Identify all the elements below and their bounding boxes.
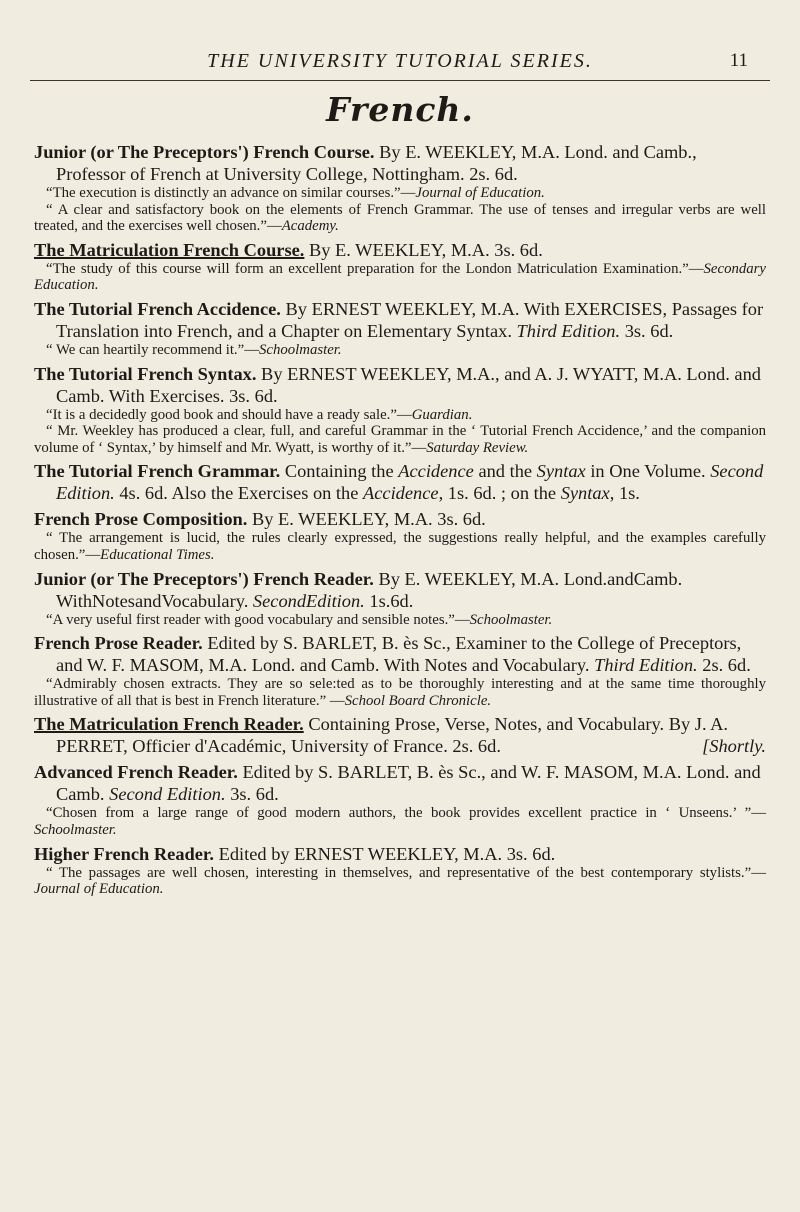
entry-price: 1s.6d. bbox=[369, 590, 414, 611]
entry-edition: Second Edition. bbox=[109, 784, 226, 805]
catalogue-entry bbox=[34, 141, 766, 235]
review-source: Schoolmaster. bbox=[259, 341, 342, 358]
catalogue-entry bbox=[34, 713, 766, 757]
entry-body: Edited by S. BARLET, B. ès Sc., Examiner to the College of Preceptors, and W. F. MASOM, M.A. Lond. and Camb. With Notes and Vocabulary. bbox=[56, 633, 742, 676]
entry-edition: Second Edition. bbox=[56, 461, 764, 504]
catalogue-list bbox=[34, 141, 766, 902]
entry-edition: SecondEdition. bbox=[252, 590, 365, 611]
entry-title: The Matriculation French Reader. bbox=[34, 714, 304, 735]
review-quote: “ The passages are well chosen, interesting in themselves, and representative of the best contemporary stylists.”—Journal of Education. bbox=[34, 864, 766, 898]
entry-body: By E. WEEKLEY, M.A. Lond.andCamb. WithNotesandVocabulary. bbox=[56, 568, 683, 611]
series-title: THE UNIVERSITY TUTORIAL SERIES. bbox=[207, 50, 593, 72]
entry-title: French Prose Reader. bbox=[34, 633, 203, 654]
entry-body: By ERNEST WEEKLEY, M.A. With EXERCISES, Passages for Translation into French, and a Chapter on Elementary Syntax. bbox=[56, 298, 764, 341]
entry-edition: Third Edition. bbox=[516, 320, 621, 341]
review-quote: “The execution is distinctly an advance on similar courses.”—Journal of Education. bbox=[46, 185, 545, 201]
entry-edition: Third Edition. bbox=[594, 655, 698, 676]
review-quote: “A very useful first reader with good vocabulary and sensible notes.”—Schoolmaster. bbox=[46, 611, 553, 628]
entry-note: [Shortly. bbox=[702, 736, 766, 757]
entry-title: The Matriculation French Course. bbox=[34, 239, 305, 260]
entry-price: 3s. 6d. bbox=[230, 784, 279, 805]
review-quote: “ Mr. Weekley has produced a clear, full, and careful Grammar in the ‘ Tutorial French Accidence,’ and the companion volume of ‘ Syntax,’ by himself and Mr. Wyatt, is worthy of it.”—Saturday Review. bbox=[34, 423, 766, 456]
entry-body: Edited by S. BARLET, B. ès Sc., and W. F. MASOM, M.A. Lond. and Camb. bbox=[56, 762, 761, 805]
review-quote: “Admirably chosen extracts. They are so sele:ted as to be thoroughly interesting and at the same time thoroughly illustrative of all that is best in French literature.” —School Board Chronicle. bbox=[34, 676, 766, 709]
page-number: 11 bbox=[729, 50, 748, 71]
entry-body: By E. WEEKLEY, M.A. 3s. 6d. bbox=[251, 509, 486, 530]
review-source: Secondary Education. bbox=[34, 260, 766, 294]
entry-body: Containing Prose, Verse, Notes, and Vocabulary. By J. A. PERRET, Officier d'Académic, University of France. 2s. 6d. bbox=[56, 714, 729, 757]
review-quote: “ The arrangement is lucid, the rules clearly expressed, the suggestions really helpful, and the examples carefully chosen.”—Educational Times. bbox=[34, 530, 766, 563]
review-source: School Board Chronicle. bbox=[344, 692, 492, 709]
running-header bbox=[0, 50, 800, 80]
review-source: Saturday Review. bbox=[426, 439, 529, 456]
entry-title: Junior (or The Preceptors') French Reader. bbox=[34, 568, 374, 589]
catalogue-entry bbox=[34, 843, 766, 898]
review-source: Guardian. bbox=[411, 406, 473, 423]
entry-title: The Tutorial French Grammar. bbox=[34, 461, 281, 482]
entry-price: 3s. 6d. bbox=[624, 320, 674, 341]
entry-body: By E. WEEKLEY, M.A. Lond. and Camb., Professor of French at University College, Nottingham. 2s. 6d. bbox=[56, 142, 697, 184]
review-quote: “ A clear and satisfactory book on the elements of French Grammar. The use of tenses and irregular verbs are well treated, and the exercises well chosen.”—Academy. bbox=[34, 201, 766, 235]
review-source: Schoolmaster. bbox=[469, 611, 553, 628]
entry-title: The Tutorial French Accidence. bbox=[34, 298, 281, 319]
catalogue-entry bbox=[34, 239, 766, 294]
catalogue-entry bbox=[34, 508, 766, 563]
review-source: Journal of Education. bbox=[415, 185, 545, 201]
catalogue-entry: The Tutorial French Grammar. Containing the Accidence and the Syntax in One Volume. Second Edition. 4s. 6d. Also the Exercises on the Accidence, 1s. 6d. ; on the Syntax, 1s. bbox=[34, 461, 764, 504]
entry-body: By E. WEEKLEY, M.A. 3s. 6d. bbox=[309, 239, 543, 260]
entry-title: The Tutorial French Syntax. bbox=[34, 363, 257, 384]
entry-body: Edited by ERNEST WEEKLEY, M.A. 3s. 6d. bbox=[218, 843, 556, 864]
catalogue-entry bbox=[34, 568, 766, 629]
review-quote: “ We can heartily recommend it.”—Schoolmaster. bbox=[46, 341, 342, 358]
catalogue-entry bbox=[34, 363, 766, 457]
review-quote: “It is a decidedly good book and should have a ready sale.”—Guardian. bbox=[46, 406, 473, 423]
entry-price: 2s. 6d. bbox=[702, 655, 751, 676]
entry-title: Advanced French Reader. bbox=[34, 762, 238, 783]
review-source: Schoolmaster. bbox=[34, 821, 117, 838]
catalogue-entry bbox=[34, 632, 766, 709]
section-title: French. bbox=[326, 90, 474, 129]
entry-title: French Prose Composition. bbox=[34, 509, 248, 530]
entry-title: Higher French Reader. bbox=[34, 843, 214, 864]
catalogue-entry bbox=[34, 298, 766, 359]
review-quote: “Chosen from a large range of good modern authors, the book provides excellent practice in ‘ Unseens.’ ”—Schoolmaster. bbox=[34, 805, 766, 838]
entry-title: Junior (or The Preceptors') French Course. bbox=[34, 142, 375, 162]
review-quote: “The study of this course will form an excellent preparation for the London Matriculation Examination.”—Secondary Education. bbox=[34, 260, 766, 294]
header-rule bbox=[30, 80, 770, 81]
review-source: Academy. bbox=[281, 218, 339, 235]
catalogue-entry bbox=[34, 761, 766, 838]
review-source: Journal of Education. bbox=[34, 881, 164, 898]
review-source: Educational Times. bbox=[100, 546, 215, 563]
entry-body: By ERNEST WEEKLEY, M.A., and A. J. WYATT, M.A. Lond. and Camb. With Exercises. 3s. 6d. bbox=[56, 363, 761, 406]
